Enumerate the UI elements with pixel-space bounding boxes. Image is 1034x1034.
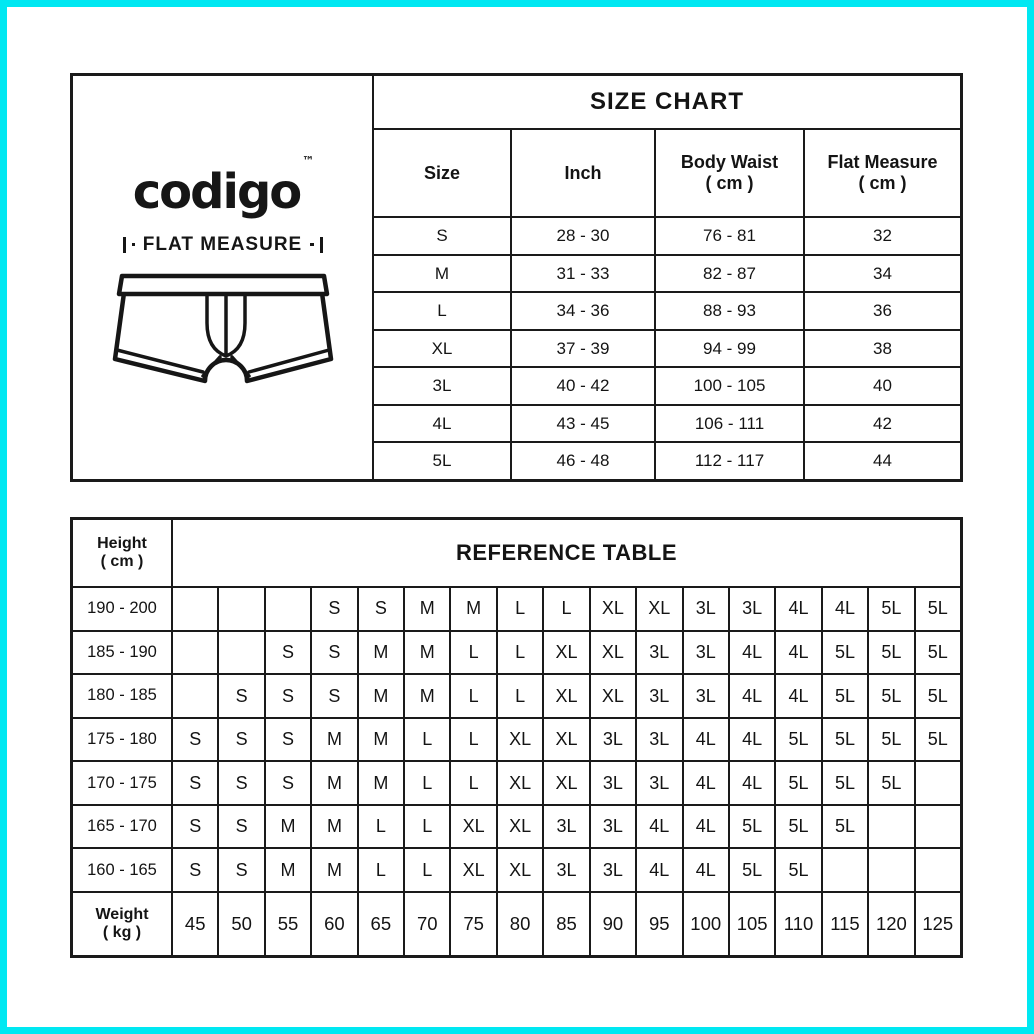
reference-size-cell: 4L [730,632,774,674]
reference-size-cell: M [266,806,310,848]
size-chart-cell: 38 [805,331,960,367]
reference-size-cell: M [359,632,403,674]
reference-size-cell [916,762,960,804]
weight-value-cell: 100 [684,893,728,955]
size-chart-column-header: Inch [512,130,654,216]
reference-size-cell [219,588,263,630]
reference-size-cell: 5L [869,719,913,761]
size-chart-cell: 32 [805,218,960,254]
reference-size-cell: 5L [823,675,867,717]
reference-size-cell: M [312,719,356,761]
reference-size-cell: 5L [776,719,820,761]
reference-size-cell: 5L [869,632,913,674]
weight-value-cell: 75 [451,893,495,955]
reference-size-cell: S [173,849,217,891]
size-chart-cell: 40 [805,368,960,404]
weight-value-cell: 70 [405,893,449,955]
reference-size-cell: 5L [869,762,913,804]
reference-size-cell: 4L [684,849,728,891]
reference-size-cell: S [266,632,310,674]
size-chart-title: SIZE CHART [374,76,960,128]
reference-size-cell: M [405,675,449,717]
size-chart-cell: 112 - 117 [656,443,803,479]
reference-size-cell: 5L [730,806,774,848]
reference-size-cell: 4L [684,762,728,804]
reference-size-cell: M [405,588,449,630]
trademark-symbol: ™ [302,153,315,168]
weight-value-cell: 65 [359,893,403,955]
size-chart-table [70,73,963,482]
reference-size-cell: 4L [776,675,820,717]
height-range-cell: 185 - 190 [73,632,171,674]
height-range-cell: 180 - 185 [73,675,171,717]
reference-size-cell: 4L [637,849,681,891]
height-range-cell: 170 - 175 [73,762,171,804]
reference-size-cell [869,849,913,891]
weight-value-cell: 80 [498,893,542,955]
reference-size-cell: XL [544,762,588,804]
size-chart-cell: 88 - 93 [656,293,803,329]
reference-size-cell: XL [451,806,495,848]
reference-size-cell: 4L [730,675,774,717]
reference-size-cell: XL [591,675,635,717]
weight-value-cell: 105 [730,893,774,955]
reference-size-cell: S [219,849,263,891]
reference-size-cell: 3L [684,675,728,717]
reference-size-cell: M [266,849,310,891]
flat-measure-label: FLAT MEASURE [142,233,303,255]
reference-size-cell: S [312,588,356,630]
reference-size-cell: XL [451,849,495,891]
size-chart-column-header: Flat Measure ( cm ) [805,130,960,216]
reference-size-cell: 5L [916,675,960,717]
reference-size-cell [869,806,913,848]
reference-size-cell: M [359,675,403,717]
boxer-trunk-icon [111,273,335,387]
reference-size-cell: 3L [730,588,774,630]
reference-size-cell: M [359,719,403,761]
size-chart-cell: XL [374,331,510,367]
weight-row-header: Weight ( kg ) [73,893,171,955]
reference-size-cell: 5L [869,675,913,717]
reference-size-cell: L [451,675,495,717]
size-chart-cell: 37 - 39 [512,331,654,367]
weight-value-cell: 55 [266,893,310,955]
reference-table-title: REFERENCE TABLE [173,520,960,586]
reference-size-cell [173,675,217,717]
size-chart-cell: 94 - 99 [656,331,803,367]
size-chart-cell: M [374,256,510,292]
reference-size-cell: XL [498,806,542,848]
reference-size-cell: XL [544,719,588,761]
reference-size-cell: XL [498,849,542,891]
weight-value-cell: 45 [173,893,217,955]
reference-size-cell: S [219,806,263,848]
size-chart-cell: 46 - 48 [512,443,654,479]
reference-size-cell: S [359,588,403,630]
reference-size-cell: M [312,806,356,848]
height-range-cell: 175 - 180 [73,719,171,761]
reference-size-cell: 3L [637,675,681,717]
reference-size-cell: 4L [730,762,774,804]
reference-size-cell: S [312,632,356,674]
weight-value-cell: 110 [776,893,820,955]
reference-size-cell: S [173,719,217,761]
reference-size-cell [916,806,960,848]
reference-size-cell: 3L [591,806,635,848]
reference-size-cell: S [219,719,263,761]
reference-size-cell [173,632,217,674]
reference-size-cell: 4L [730,719,774,761]
size-chart-cell: 43 - 45 [512,406,654,442]
reference-size-cell: 5L [823,762,867,804]
reference-size-cell: S [312,675,356,717]
brand-logo [132,153,315,220]
height-range-cell: 160 - 165 [73,849,171,891]
size-chart-cell: 100 - 105 [656,368,803,404]
dimension-rule-left [132,243,135,246]
reference-size-cell: L [498,588,542,630]
dimension-cap-right-icon [320,237,323,253]
reference-size-cell: L [544,588,588,630]
reference-size-cell: XL [544,675,588,717]
reference-size-cell: 5L [776,762,820,804]
reference-size-cell [173,588,217,630]
reference-size-cell: S [266,719,310,761]
reference-size-cell: 5L [916,632,960,674]
height-column-header: Height ( cm ) [73,520,171,586]
reference-size-cell: L [451,762,495,804]
reference-size-cell: 3L [591,719,635,761]
size-chart-cell: 34 [805,256,960,292]
reference-size-cell: M [451,588,495,630]
reference-size-cell: 3L [684,588,728,630]
dimension-rule-right [310,243,313,246]
reference-size-cell: 4L [776,632,820,674]
reference-size-cell: M [312,849,356,891]
weight-value-cell: 85 [544,893,588,955]
reference-size-cell: L [498,632,542,674]
size-chart-cell: 28 - 30 [512,218,654,254]
height-range-cell: 165 - 170 [73,806,171,848]
reference-size-cell: S [266,675,310,717]
reference-size-cell: 5L [730,849,774,891]
reference-size-cell: 4L [776,588,820,630]
weight-value-cell: 90 [591,893,635,955]
reference-size-cell: M [312,762,356,804]
reference-size-cell: L [451,719,495,761]
reference-size-cell: 3L [544,806,588,848]
reference-size-cell: 3L [637,632,681,674]
reference-size-cell: 5L [916,588,960,630]
reference-size-cell [266,588,310,630]
dimension-cap-left-icon [123,237,126,253]
reference-size-cell: L [405,762,449,804]
reference-size-cell: 5L [776,849,820,891]
reference-size-cell: 5L [823,719,867,761]
size-chart-column-header: Body Waist ( cm ) [656,130,803,216]
brand-logo-text: codigo [132,163,301,220]
reference-size-cell: M [359,762,403,804]
reference-size-cell: XL [498,762,542,804]
reference-size-cell: L [359,806,403,848]
size-chart-cell: 40 - 42 [512,368,654,404]
reference-size-cell: 5L [823,632,867,674]
size-chart-cell: 4L [374,406,510,442]
reference-size-cell: 3L [637,762,681,804]
brand-panel [73,76,372,479]
size-chart-cell: 76 - 81 [656,218,803,254]
reference-size-cell: XL [498,719,542,761]
reference-size-cell: L [405,849,449,891]
reference-size-cell: M [405,632,449,674]
height-range-cell: 190 - 200 [73,588,171,630]
weight-value-cell: 50 [219,893,263,955]
size-chart-cell: 42 [805,406,960,442]
size-chart-cell: 34 - 36 [512,293,654,329]
reference-size-cell: 4L [684,719,728,761]
reference-size-cell: XL [591,588,635,630]
reference-size-cell: 5L [776,806,820,848]
flat-measure-dimension [123,234,323,256]
reference-size-cell: L [405,719,449,761]
size-chart-cell: 106 - 111 [656,406,803,442]
reference-size-cell: S [173,762,217,804]
reference-size-cell: 3L [591,762,635,804]
reference-size-cell: S [219,675,263,717]
reference-size-cell: S [266,762,310,804]
size-chart-cell: 3L [374,368,510,404]
reference-size-cell: 4L [823,588,867,630]
reference-size-cell: 5L [869,588,913,630]
size-chart-cell: 36 [805,293,960,329]
reference-size-cell: L [451,632,495,674]
weight-value-cell: 60 [312,893,356,955]
size-chart-cell: 82 - 87 [656,256,803,292]
reference-size-cell: L [498,675,542,717]
reference-size-cell: 5L [916,719,960,761]
weight-value-cell: 125 [916,893,960,955]
weight-value-cell: 115 [823,893,867,955]
reference-size-cell: XL [591,632,635,674]
reference-size-cell: 5L [823,806,867,848]
reference-size-cell: S [173,806,217,848]
reference-size-cell: 4L [684,806,728,848]
size-chart-cell: L [374,293,510,329]
reference-size-cell [219,632,263,674]
reference-size-cell: 3L [637,719,681,761]
reference-size-cell: L [359,849,403,891]
reference-size-cell: L [405,806,449,848]
reference-size-cell [823,849,867,891]
size-chart-cell: 31 - 33 [512,256,654,292]
weight-value-cell: 95 [637,893,681,955]
reference-size-cell: 3L [544,849,588,891]
size-chart-cell: 5L [374,443,510,479]
size-chart-cell: 44 [805,443,960,479]
reference-size-cell [916,849,960,891]
reference-size-cell: XL [637,588,681,630]
size-chart-column-header: Size [374,130,510,216]
size-chart-cell: S [374,218,510,254]
reference-size-cell: S [219,762,263,804]
reference-size-cell: 3L [684,632,728,674]
reference-table [70,517,963,958]
weight-value-cell: 120 [869,893,913,955]
reference-size-cell: 4L [637,806,681,848]
reference-size-cell: 3L [591,849,635,891]
reference-size-cell: XL [544,632,588,674]
